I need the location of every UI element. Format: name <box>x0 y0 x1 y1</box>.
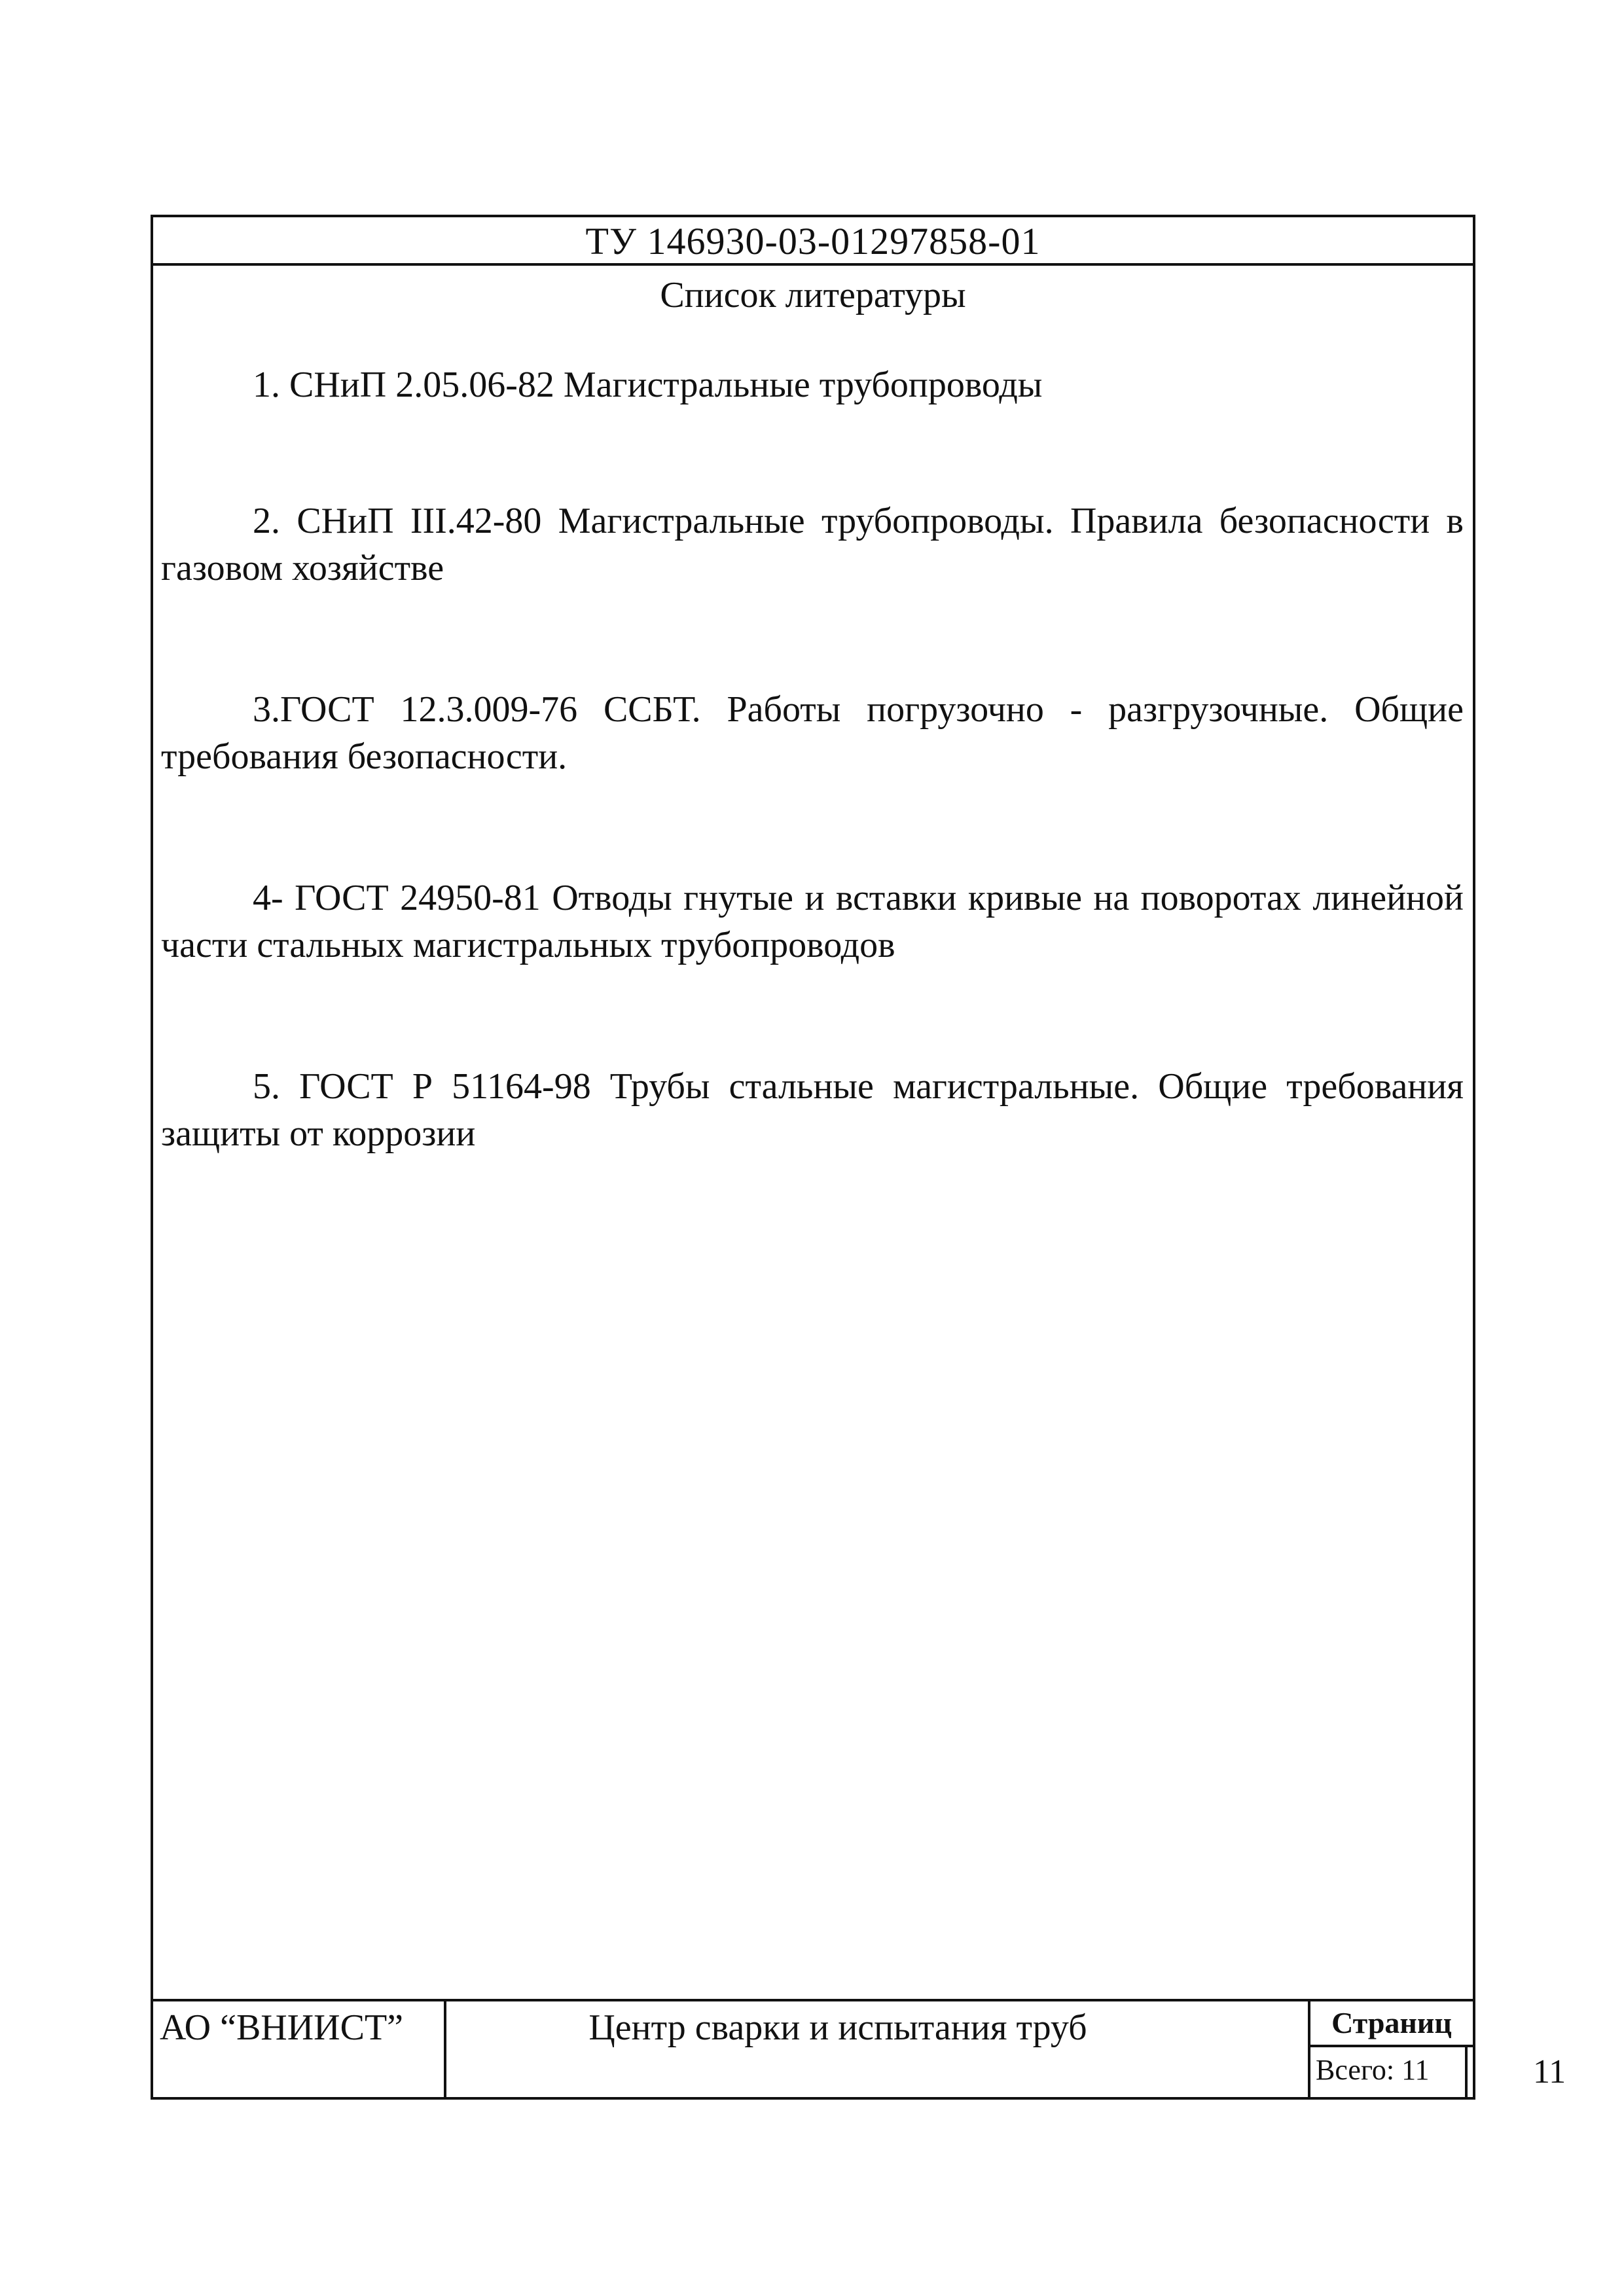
reference-item: 5. ГОСТ Р 51164-98 Трубы стальные магистральные. Общие требования защиты от коррозии <box>161 1066 1464 1154</box>
page-title: Список литературы <box>660 275 966 315</box>
reference-item: 3.ГОСТ 12.3.009-76 ССБТ. Работы погрузочно - разгрузочные. Общие требования безопасности. <box>161 689 1464 777</box>
document-frame <box>151 215 1566 2100</box>
reference-list <box>161 361 1464 1251</box>
total-pages: Всего: 11 <box>1310 2047 1468 2097</box>
reference-item: 4- ГОСТ 24950-81 Отводы гнутые и вставки кривые на поворотах линейной части стальных магистральных трубопроводов <box>161 878 1464 965</box>
page-number <box>1468 2047 1566 2097</box>
reference-item: 2. СНиП III.42-80 Магистральные трубопроводы. Правила безопасности в газовом хозяйстве <box>161 501 1464 588</box>
page-count-box <box>1308 2001 1566 2097</box>
organization-name: АО “ВНИИСТ” <box>153 2001 446 2097</box>
title-block <box>153 1999 1566 2097</box>
pages-label: Страниц <box>1310 2001 1473 2047</box>
document-code: ТУ 146930-03-01297858-01 <box>153 217 1473 266</box>
department-name: Центр сварки и испытания труб <box>588 2007 1087 2048</box>
reference-item: 1. СНиП 2.05.06-82 Магистральные трубопроводы <box>253 365 1043 405</box>
page-number-value: 11 <box>1533 2053 1566 2090</box>
